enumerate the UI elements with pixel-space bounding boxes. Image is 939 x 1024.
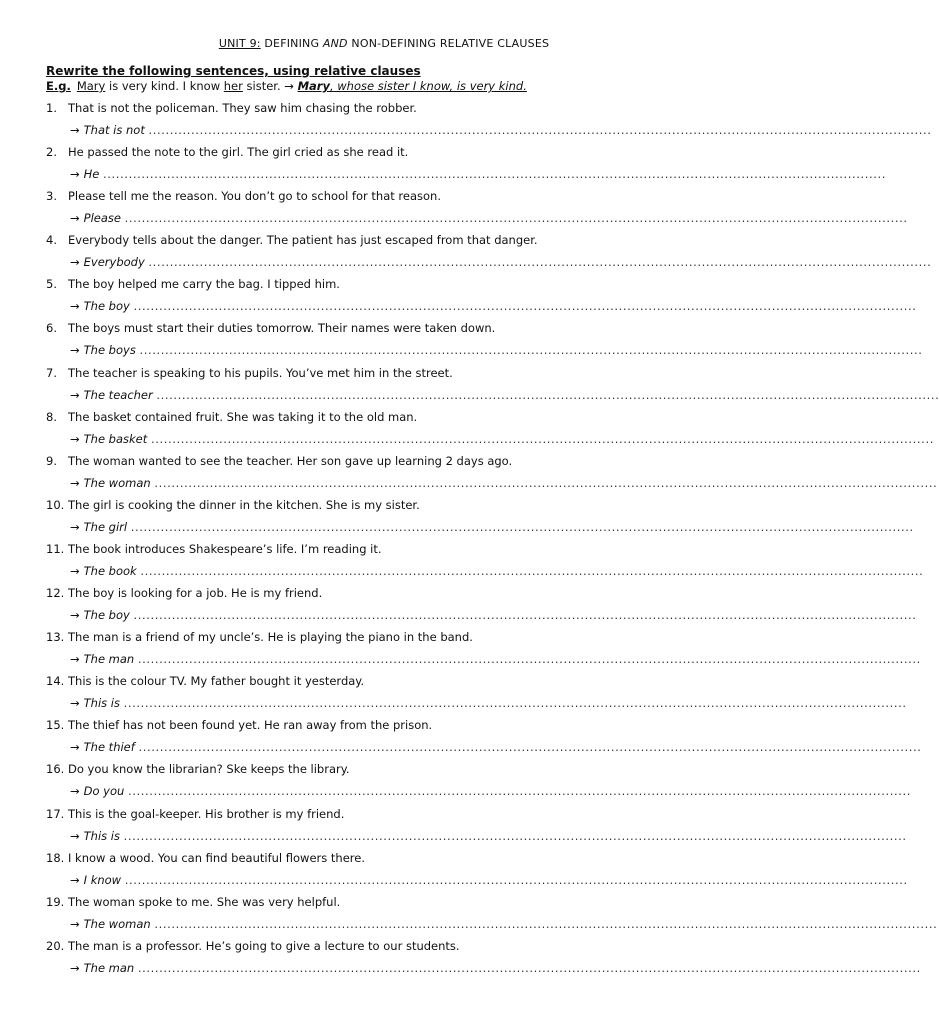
exercise-item [46,321,923,365]
question-line [46,189,441,203]
arrow-icon: → [70,872,80,887]
answer-start: The man [83,652,135,667]
exercise-item [46,189,908,233]
question-text: The girl is cooking the dinner in the kitchen. She is my sister. [68,497,420,512]
question-text: This is the goal-keeper. His brother is my friend. [68,806,345,821]
question-text: The basket contained fruit. She was taking it to the old man. [68,409,418,424]
answer-dots: ........................................................................................................................................................................................ [140,563,924,578]
exercise-item [46,277,917,321]
answer-line[interactable] [70,872,908,887]
arrow-icon: → [70,740,80,755]
question-number: 19. [46,894,65,909]
question-text: The book introduces Shakespeare’s life. I’m reading it. [68,541,382,556]
question-number: 16. [46,762,65,777]
answer-start: The thief [83,740,135,755]
question-line [46,674,364,688]
question-number: 9. [46,453,57,468]
question-text: The thief has not been found yet. He ran away from the prison. [68,718,433,733]
answer-dots: ........................................................................................................................................................................................ [133,299,917,314]
answer-line[interactable] [70,343,923,358]
arrow-icon: → [70,167,80,182]
question-number: 3. [46,189,57,204]
answer-line[interactable] [70,784,911,799]
question-text: This is the colour TV. My father bought it yesterday. [68,674,365,689]
arrow-icon: → [70,123,80,137]
answer-start: This is [83,696,120,711]
question-number: 14. [46,674,65,689]
exercise-item [46,586,917,630]
question-line [46,233,538,247]
answer-line[interactable] [70,431,934,446]
question-line [46,454,512,468]
question-line [46,366,453,380]
answer-start: He [83,167,100,182]
answer-dots: ........................................................................................................................................................................................ [148,255,932,270]
arrow-icon: → [70,828,80,843]
question-line [46,718,432,732]
instruction: Rewrite the following sentences, using relative clauses [46,64,421,78]
title-part2: NON-DEFINING RELATIVE CLAUSES [347,37,550,50]
answer-start: That is not [83,123,145,137]
answer-start: The boys [83,343,136,358]
question-text: The boy helped me carry the bag. I tipped him. [68,277,340,292]
exercise-item [46,850,908,895]
question-text: He passed the note to the girl. The girl cried as she read it. [68,145,409,160]
answer-start: The woman [83,916,151,931]
answer-dots: ........................................................................................................................................................................................ [137,652,921,667]
answer-line[interactable] [70,563,924,578]
arrow-icon: → [70,563,80,578]
answer-start: The teacher [83,387,153,402]
question-line [46,101,417,115]
question-line [46,762,350,776]
question-number: 17. [46,806,65,821]
question-number: 20. [46,938,65,953]
answer-dots: ........................................................................................................................................................................................ [124,872,908,887]
answer-dots: ........................................................................................................................................................................................ [103,167,887,182]
title-and: AND [322,37,348,50]
question-text: Do you know the librarian? Ske keeps the library. [68,762,350,777]
arrow-icon: → [70,343,80,358]
title-part1: DEFINING [260,37,323,50]
arrow-icon: → [70,916,80,931]
question-text: Please tell me the reason. You don’t go to school for that reason. [68,189,441,204]
question-number: 12. [46,586,65,601]
answer-dots: ........................................................................................................................................................................................ [154,475,938,490]
question-text: The man is a professor. He’s going to give a lecture to our students. [68,938,460,953]
exercise-item [46,718,922,762]
example-arrow: → [284,79,294,93]
answer-line[interactable] [70,519,914,534]
question-line [46,939,460,953]
answer-start: The woman [83,475,151,490]
arrow-icon: → [70,255,80,270]
question-number: 5. [46,277,57,292]
answer-dots: ........................................................................................................................................................................................ [154,916,938,931]
question-line [46,145,408,159]
answer-line[interactable] [70,696,907,711]
question-number: 13. [46,630,65,645]
answer-dots: ........................................................................................................................................................................................ [133,608,917,623]
example-s1: Mary [76,79,106,93]
question-line [46,895,340,909]
question-line [46,542,382,556]
answer-line[interactable] [70,123,932,137]
arrow-icon: → [70,652,80,667]
exercise-list [46,101,939,983]
question-text: The teacher is speaking to his pupils. You’ve met him in the street. [68,365,453,380]
question-number: 15. [46,718,65,733]
exercise-item [46,365,939,410]
answer-line[interactable] [70,299,917,314]
example-line [46,79,527,93]
question-number: 11. [46,541,65,556]
answer-start: Everybody [83,255,145,270]
question-text: I know a wood. You can find beautiful flowers there. [68,850,365,865]
arrow-icon: → [70,784,80,799]
answer-dots: ........................................................................................................................................................................................ [123,696,907,711]
answer-line[interactable] [70,828,907,843]
answer-dots: ........................................................................................................................................................................................ [124,211,908,226]
answer-dots: ........................................................................................................................................................................................ [139,343,923,358]
question-number: 2. [46,145,57,160]
question-line [46,630,473,644]
answer-start: The man [83,960,135,975]
answer-dots: ........................................................................................................................................................................................ [148,123,932,137]
exercise-item [46,233,932,277]
answer-line[interactable] [70,960,921,975]
exercise-item [46,938,921,983]
answer-line[interactable] [70,167,887,182]
question-line [46,807,344,821]
question-text: The man is a friend of my uncle’s. He is playing the piano in the band. [68,630,473,645]
answer-start: Do you [83,784,125,799]
example-label: E.g. [46,79,71,93]
example-a1: Mary [297,79,330,93]
exercise-item [46,762,911,806]
question-text: The boys must start their duties tomorrow. Their names were taken down. [68,321,496,336]
example-s3: her [223,79,243,93]
answer-dots: ........................................................................................................................................................................................ [156,387,939,402]
exercise-item [46,806,907,851]
arrow-icon: → [70,299,80,314]
answer-start: I know [83,872,122,887]
arrow-icon: → [70,475,80,490]
question-number: 4. [46,233,57,248]
exercise-item [46,497,914,542]
question-number: 7. [46,365,57,380]
question-text: The woman wanted to see the teacher. Her son gave up learning 2 days ago. [68,453,513,468]
example-answer [298,79,527,93]
answer-dots: ........................................................................................................................................................................................ [150,431,934,446]
arrow-icon: → [70,519,80,534]
exercise-item [46,894,938,939]
arrow-icon: → [70,431,80,446]
example-a2: , whose sister I know, is very kind. [329,79,527,93]
question-number: 8. [46,409,57,424]
example-s2: is very kind. I know [105,79,224,93]
answer-line[interactable] [70,387,939,402]
question-line [46,851,365,865]
answer-line[interactable] [70,740,922,755]
answer-start: The book [83,563,137,578]
question-number: 10. [46,497,65,512]
question-line [46,410,417,424]
answer-start: The boy [83,299,130,314]
exercise-item [46,674,907,718]
answer-dots: ........................................................................................................................................................................................ [130,519,914,534]
question-line [46,277,340,291]
question-text: That is not the policeman. They saw him chasing the robber. [68,101,417,115]
question-line [46,586,322,600]
question-line [46,321,495,335]
exercise-item [46,409,934,454]
answer-line[interactable] [70,255,932,270]
exercise-item [46,145,887,189]
answer-line[interactable] [70,652,921,667]
question-number: 6. [46,321,57,336]
answer-dots: ........................................................................................................................................................................................ [123,828,907,843]
exercise-item [46,101,932,145]
question-text: Everybody tells about the danger. The patient has just escaped from that danger. [68,233,538,248]
answer-line[interactable] [70,475,938,490]
answer-line[interactable] [70,211,908,226]
answer-start: The basket [83,431,148,446]
answer-line[interactable] [70,608,917,623]
question-line [46,498,420,512]
arrow-icon: → [70,960,80,975]
exercise-item [46,541,924,586]
answer-dots: ........................................................................................................................................................................................ [138,740,922,755]
page-title [0,37,768,50]
answer-dots: ........................................................................................................................................................................................ [127,784,911,799]
answer-start: Please [83,211,121,226]
answer-dots: ........................................................................................................................................................................................ [137,960,921,975]
arrow-icon: → [70,608,80,623]
question-number: 1. [46,101,57,115]
question-text: The boy is looking for a job. He is my friend. [68,586,323,601]
answer-start: The girl [83,519,128,534]
question-text: The woman spoke to me. She was very helpful. [68,894,341,909]
answer-line[interactable] [70,916,938,931]
arrow-icon: → [70,696,80,711]
arrow-icon: → [70,211,80,226]
answer-start: The boy [83,608,130,623]
example-s4: sister. [242,79,285,93]
arrow-icon: → [70,387,80,402]
title-unit: UNIT 9: [218,37,261,50]
answer-start: This is [83,828,120,843]
exercise-item [46,453,938,498]
question-number: 18. [46,850,65,865]
exercise-item [46,630,921,674]
